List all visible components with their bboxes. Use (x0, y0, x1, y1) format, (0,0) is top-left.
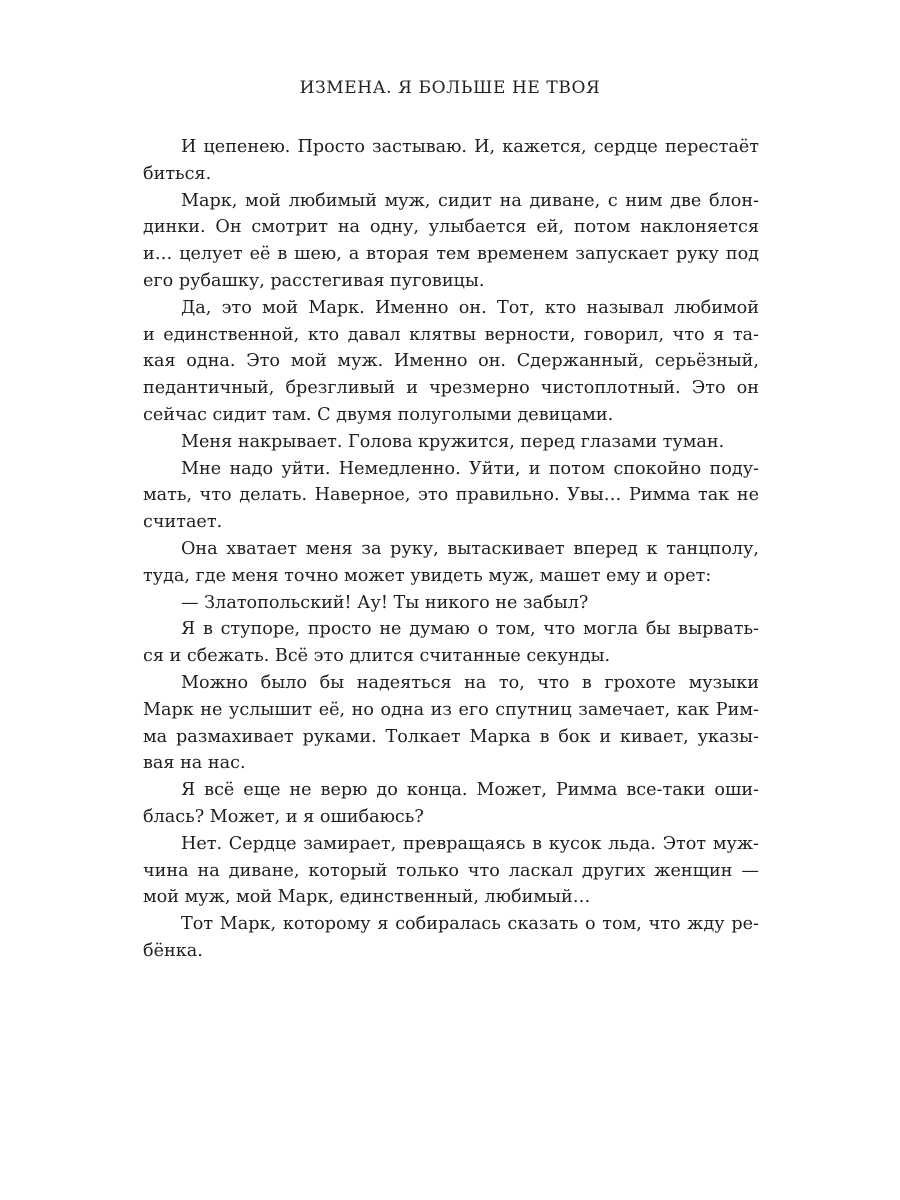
paragraph (143, 188, 759, 295)
paragraph (143, 429, 759, 456)
text-line: Марк, мой любимый муж, сидит на диване, с ним две блон- (181, 190, 759, 211)
text-line: блась? Может, и я ошибаюсь? (143, 806, 424, 827)
text-line: Она хватает меня за руку, вытаскивает вперед к танцполу, (181, 538, 759, 559)
text-line: динки. Он смотрит на одну, улыбается ей, потом наклоняется (143, 217, 759, 238)
text-line: Меня накрывает. Голова кружится, перед глазами туман. (181, 431, 725, 452)
paragraph (143, 295, 759, 429)
text-line: Можно было бы надеяться на то, что в грохоте музыки (181, 672, 759, 693)
text-line: биться. (143, 163, 212, 184)
paragraph (143, 616, 759, 670)
paragraph (143, 670, 759, 777)
text-line: ся и сбежать. Всё это длится считанные секунды. (143, 646, 611, 667)
paragraph (143, 590, 759, 617)
body-text (143, 134, 759, 965)
text-line: Я в ступоре, просто не думаю о том, что могла бы вырвать- (181, 619, 759, 640)
paragraph (143, 536, 759, 590)
text-line: кая одна. Это мой муж. Именно он. Сдержанный, серьёзный, (143, 351, 759, 372)
text-line: вая на нас. (143, 753, 246, 774)
text-line: чина на диване, который только что ласкал других женщин — (143, 860, 759, 881)
text-line: ма размахивает руками. Толкает Марка в бок и кивает, указы- (143, 726, 759, 747)
paragraph (143, 456, 759, 536)
text-line: мать, что делать. Наверное, это правильно. Увы… Римма так не (143, 485, 759, 506)
text-line: считает. (143, 512, 223, 533)
text-line: мой муж, мой Марк, единственный, любимый… (143, 887, 591, 908)
paragraph (143, 831, 759, 911)
paragraph (143, 777, 759, 831)
text-line: Мне надо уйти. Немедленно. Уйти, и потом спокойно поду- (181, 458, 759, 479)
paragraph (143, 911, 759, 965)
paragraph (143, 134, 759, 188)
text-line: — Златопольский! Ау! Ты никого не забыл? (181, 592, 589, 613)
text-line: туда, где меня точно может увидеть муж, машет ему и орет: (143, 565, 712, 586)
running-title: ИЗМЕНА. Я БОЛЬШЕ НЕ ТВОЯ (299, 78, 601, 98)
text-line: И цепенею. Просто застываю. И, кажется, сердце перестаёт (181, 137, 759, 157)
text-line: и… целует её в шею, а вторая тем временем запускает руку под (143, 244, 759, 265)
text-line: бёнка. (143, 940, 203, 961)
text-line: Марк не услышит её, но одна из его спутниц замечает, как Рим- (143, 699, 759, 720)
text-line: Тот Марк, которому я собиралась сказать о том, что жду ре- (181, 914, 759, 935)
text-line: Нет. Сердце замирает, превращаясь в кусок льда. Этот муж- (181, 833, 759, 854)
text-line: Я всё еще не верю до конца. Может, Римма все-таки оши- (181, 780, 759, 801)
text-line: сейчас сидит там. С двумя полуголыми девицами. (143, 404, 614, 425)
text-line: его рубашку, расстегивая пуговицы. (143, 270, 485, 291)
text-line: педантичный, брезгливый и чрезмерно чистоплотный. Это он (143, 378, 759, 399)
text-line: Да, это мой Марк. Именно он. Тот, кто называл любимой (181, 297, 759, 318)
text-line: и единственной, кто давал клятвы верности, говорил, что я та- (143, 324, 759, 345)
